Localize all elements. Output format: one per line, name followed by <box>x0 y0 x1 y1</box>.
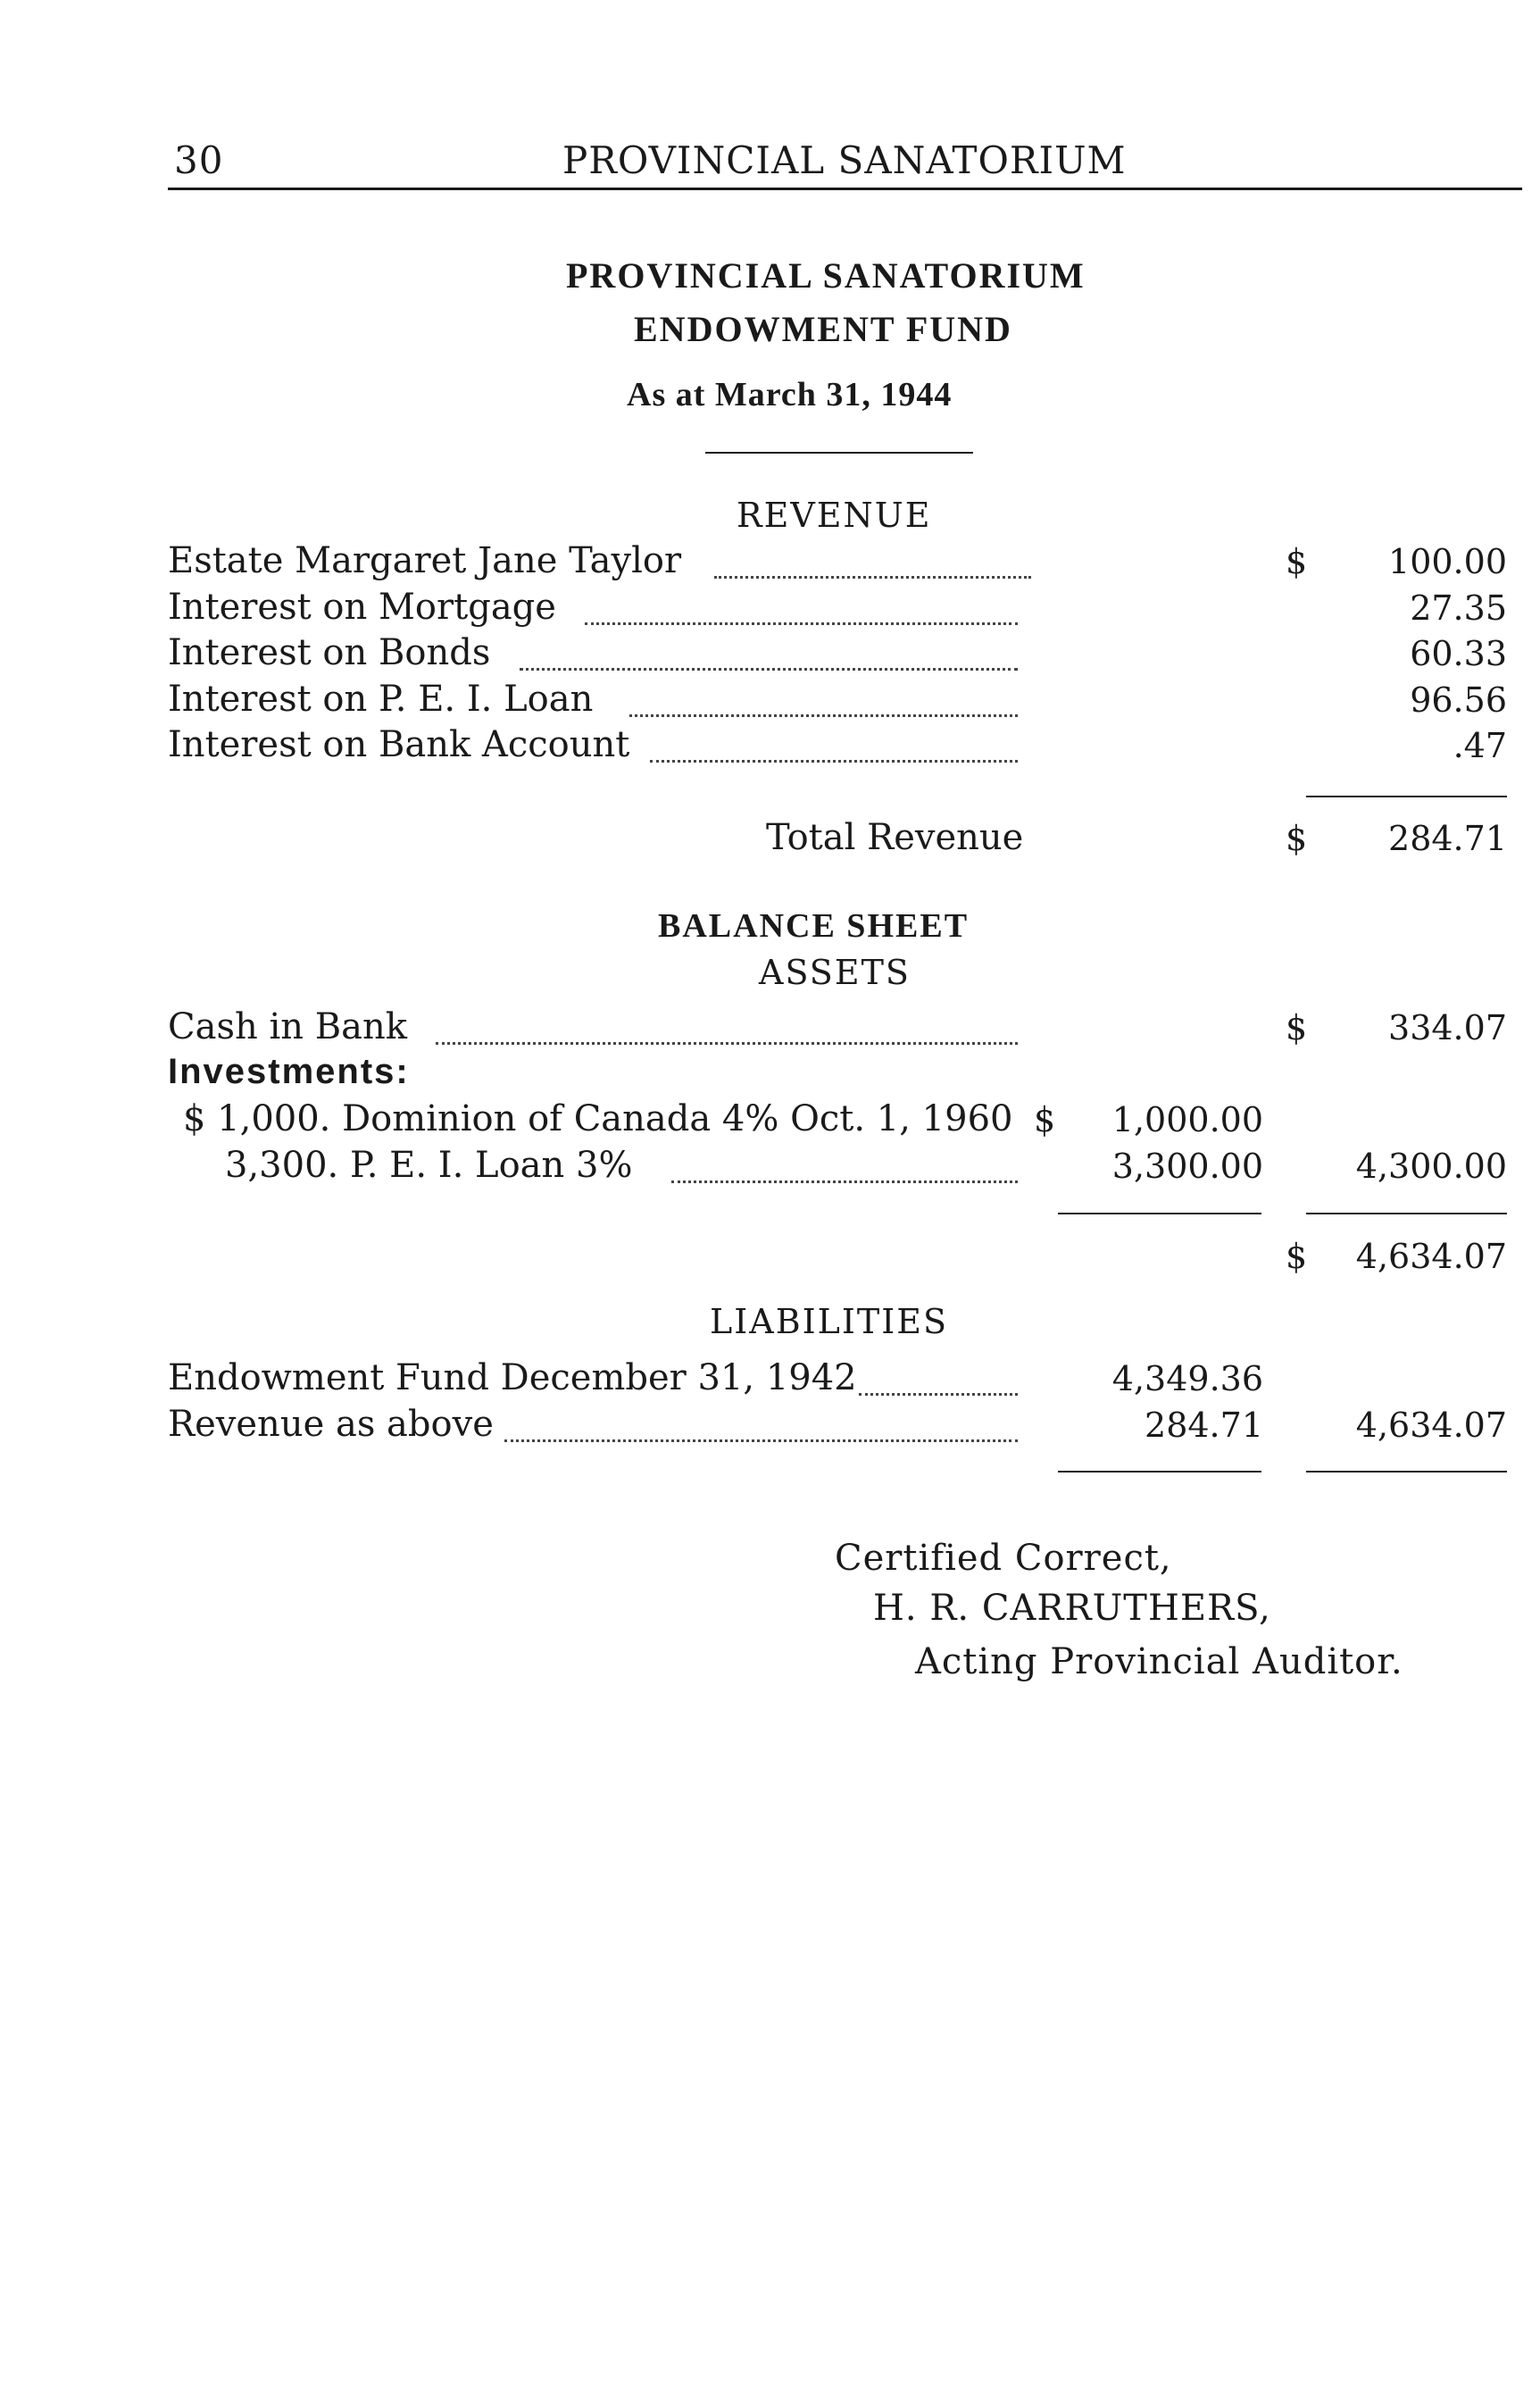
page-number: 30 <box>174 138 224 182</box>
cash-in-bank-label: Cash in Bank <box>168 1006 407 1047</box>
revenue-label: Estate Margaret Jane Taylor <box>168 540 682 581</box>
total-rule <box>1058 1471 1261 1472</box>
document-subtitle: ENDOWMENT FUND <box>634 309 1012 349</box>
investment-1-amount: 1,000.00 <box>1111 1100 1263 1139</box>
leader-dots <box>650 760 1018 763</box>
liability-2-label: Revenue as above <box>168 1404 494 1445</box>
leader-dots <box>629 714 1018 717</box>
assets-heading: ASSETS <box>759 953 911 992</box>
revenue-label: Interest on Mortgage <box>168 587 556 628</box>
liabilities-heading: LIABILITIES <box>710 1302 948 1341</box>
leader-dots <box>585 622 1018 625</box>
liability-1-amount: 4,349.36 <box>1111 1359 1263 1398</box>
leader-dots <box>504 1439 1018 1442</box>
total-revenue-label: Total Revenue <box>766 817 1024 858</box>
liability-2-amount: 284.71 <box>1145 1406 1263 1445</box>
revenue-label: Interest on P. E. I. Loan <box>168 679 594 720</box>
currency-symbol: $ <box>1034 1100 1056 1139</box>
document-date: As at March 31, 1944 <box>627 376 953 413</box>
leader-dots <box>671 1180 1018 1183</box>
revenue-heading: REVENUE <box>737 496 932 535</box>
revenue-label: Interest on Bonds <box>168 632 491 673</box>
revenue-amount: 27.35 <box>1410 588 1507 628</box>
revenue-amount: 100.00 <box>1388 542 1507 581</box>
subtotal-rule <box>1306 796 1507 797</box>
liability-1-label: Endowment Fund December 31, 1942 <box>168 1357 857 1398</box>
document-title: PROVINCIAL SANATORIUM <box>566 255 1086 296</box>
currency-symbol: $ <box>1286 542 1308 581</box>
subtotal-rule <box>1058 1213 1261 1214</box>
investments-label: Investments: <box>168 1052 410 1091</box>
total-revenue-amount: 284.71 <box>1388 819 1507 858</box>
revenue-amount: 96.56 <box>1410 680 1507 720</box>
currency-symbol: $ <box>1286 1237 1308 1276</box>
title-rule <box>705 452 973 454</box>
cash-in-bank-amount: 334.07 <box>1388 1008 1507 1047</box>
revenue-amount: 60.33 <box>1410 634 1507 673</box>
leader-dots <box>520 668 1018 671</box>
leader-dots <box>436 1042 1018 1045</box>
revenue-amount: .47 <box>1453 726 1507 765</box>
auditor-title: Acting Provincial Auditor. <box>915 1641 1403 1682</box>
assets-total: 4,634.07 <box>1355 1237 1507 1276</box>
currency-symbol: $ <box>1286 1008 1308 1047</box>
currency-symbol: $ <box>1286 819 1308 858</box>
investment-1-label: $ 1,000. Dominion of Canada 4% Oct. 1, 1960 <box>183 1098 1013 1139</box>
investment-2-label: 3,300. P. E. I. Loan 3% <box>225 1145 633 1186</box>
total-rule <box>1306 1471 1507 1472</box>
leader-dots <box>859 1393 1018 1396</box>
running-title: PROVINCIAL SANATORIUM <box>562 138 1127 182</box>
balance-sheet-heading: BALANCE SHEET <box>658 907 970 945</box>
leader-dots <box>714 576 1031 579</box>
certification-line: Certified Correct, <box>835 1538 1172 1579</box>
header-rule <box>168 188 1522 190</box>
subtotal-rule <box>1306 1213 1507 1214</box>
investments-total: 4,300.00 <box>1355 1147 1507 1186</box>
investment-2-amount: 3,300.00 <box>1111 1147 1263 1186</box>
revenue-label: Interest on Bank Account <box>168 724 630 765</box>
auditor-name: H. R. CARRUTHERS, <box>873 1588 1271 1629</box>
liabilities-total: 4,634.07 <box>1355 1406 1507 1445</box>
